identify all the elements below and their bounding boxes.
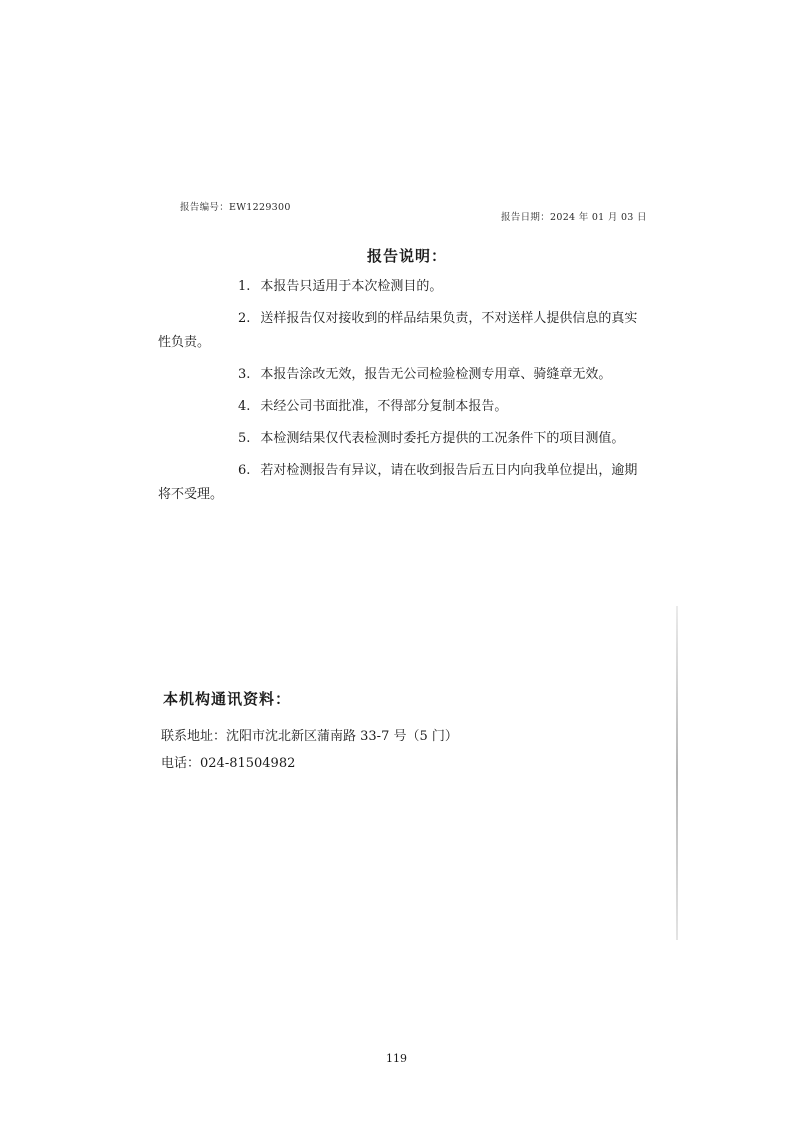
note-text: 未经公司书面批准，不得部分复制本报告。: [260, 399, 508, 414]
note-number: 6.: [238, 463, 251, 478]
note-item: [158, 459, 648, 507]
report-date: 报告日期：2024 年 01 月 03 日: [501, 212, 647, 223]
notes-list: [158, 275, 648, 515]
note-item: [158, 275, 648, 299]
note-number: 2.: [238, 311, 251, 326]
note-item: [158, 427, 648, 451]
note-number: 4.: [238, 399, 251, 414]
contact-title: 本机构通讯资料：: [163, 690, 292, 708]
note-item: [158, 307, 648, 355]
page-number: 119: [386, 1052, 407, 1065]
note-item: [158, 363, 648, 387]
note-text: 若对检测报告有异议，请在收到报告后五日内向我单位提出，逾期将不受理。: [158, 463, 638, 502]
note-text: 送样报告仅对接收到的样品结果负责，不对送样人提供信息的真实性负责。: [158, 311, 638, 350]
note-number: 1.: [238, 279, 251, 294]
notes-title: 报告说明：: [367, 247, 448, 265]
note-text: 本检测结果仅代表检测时委托方提供的工况条件下的项目测值。: [260, 431, 625, 446]
note-text: 本报告涂改无效，报告无公司检验检测专用章、骑缝章无效。: [260, 367, 612, 382]
note-item: [158, 395, 648, 419]
note-number: 5.: [238, 431, 251, 446]
note-number: 3.: [238, 367, 251, 382]
contact-address: 联系地址：沈阳市沈北新区蒲南路 33-7 号（5 门）: [161, 729, 458, 744]
note-text: 本报告只适用于本次检测目的。: [260, 279, 443, 294]
contact-phone: 电话：024-81504982: [161, 756, 296, 771]
scan-artifact-line: [676, 606, 678, 940]
report-number: 报告编号：EW1229300: [180, 202, 291, 213]
